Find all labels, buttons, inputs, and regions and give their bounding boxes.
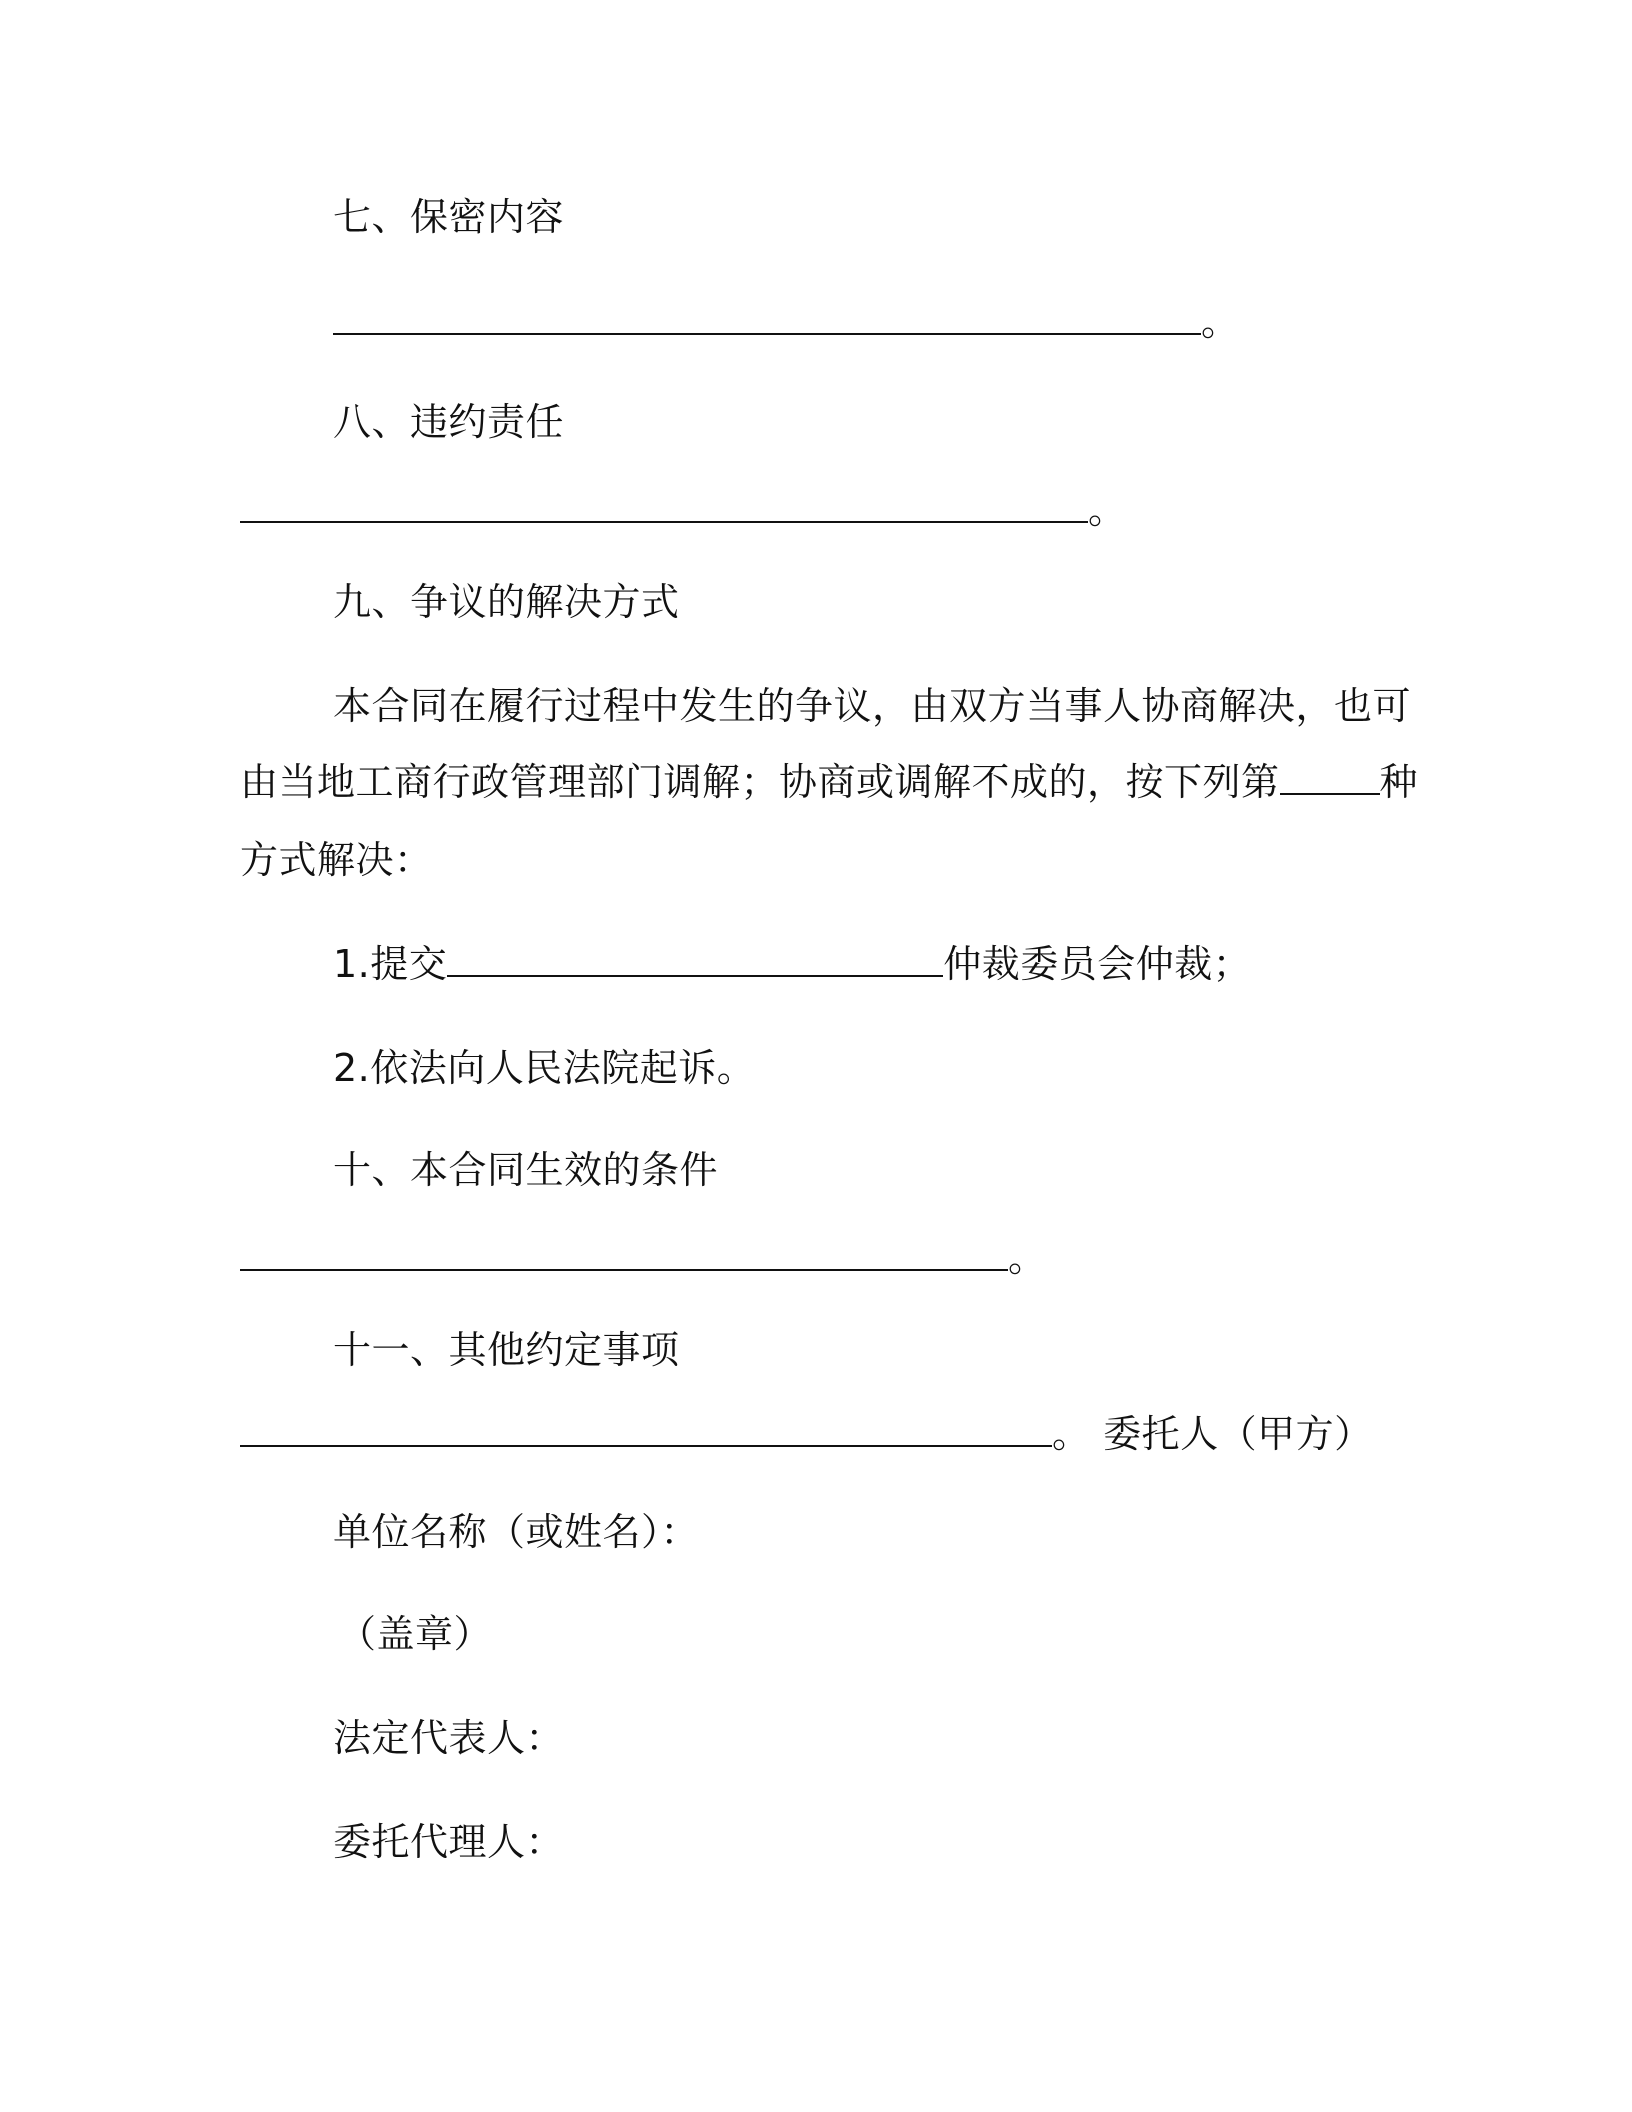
fill-blank-arbitration-body[interactable]	[447, 941, 943, 977]
fill-blank[interactable]	[240, 1235, 1008, 1271]
blank-line-breach	[240, 486, 1127, 534]
option-litigation: 2.依法向人民法院起诉。	[333, 1046, 756, 1090]
blank-line-confidentiality	[333, 298, 1240, 346]
heading-other-matters: 十一、其他约定事项	[333, 1328, 680, 1372]
option-arbitration	[333, 940, 1251, 988]
dispute-paragraph-line-3: 方式解决：	[240, 838, 433, 882]
field-authorized-agent: 委托代理人：	[333, 1820, 565, 1864]
client-party-label: 。 委托人（甲方）	[1052, 1412, 1373, 1456]
field-seal: （盖章）	[338, 1612, 493, 1656]
blank-line-other-matters	[240, 1410, 1373, 1458]
heading-dispute-resolution: 九、争议的解决方式	[333, 580, 680, 624]
field-unit-name: 单位名称（或姓名）：	[333, 1510, 700, 1554]
dispute-paragraph-line-2	[240, 758, 1418, 806]
fill-blank-option-number[interactable]	[1280, 759, 1380, 795]
fill-blank[interactable]	[240, 487, 1088, 523]
blank-line-effective	[240, 1234, 1047, 1282]
fill-blank[interactable]	[240, 1411, 1052, 1447]
fill-blank[interactable]	[333, 299, 1201, 335]
heading-breach-liability: 八、违约责任	[333, 400, 565, 444]
heading-effective-conditions: 十、本合同生效的条件	[333, 1148, 719, 1192]
line-end-mark: 。	[1088, 488, 1127, 532]
field-legal-representative: 法定代表人：	[333, 1716, 565, 1760]
dispute-paragraph-line-1: 本合同在履行过程中发生的争议，由双方当事人协商解决，也可	[333, 684, 1412, 728]
line-end-mark: 。	[1008, 1236, 1047, 1280]
dispute-text-suffix: 种	[1379, 760, 1419, 804]
option-1-prefix: 1.提交	[333, 942, 448, 986]
dispute-text: 由当地工商行政管理部门调解；协商或调解不成的，按下列第	[240, 760, 1280, 804]
heading-confidentiality: 七、保密内容	[333, 195, 565, 239]
option-1-suffix: 仲裁委员会仲裁；	[943, 942, 1252, 986]
line-end-mark: 。	[1201, 300, 1240, 344]
